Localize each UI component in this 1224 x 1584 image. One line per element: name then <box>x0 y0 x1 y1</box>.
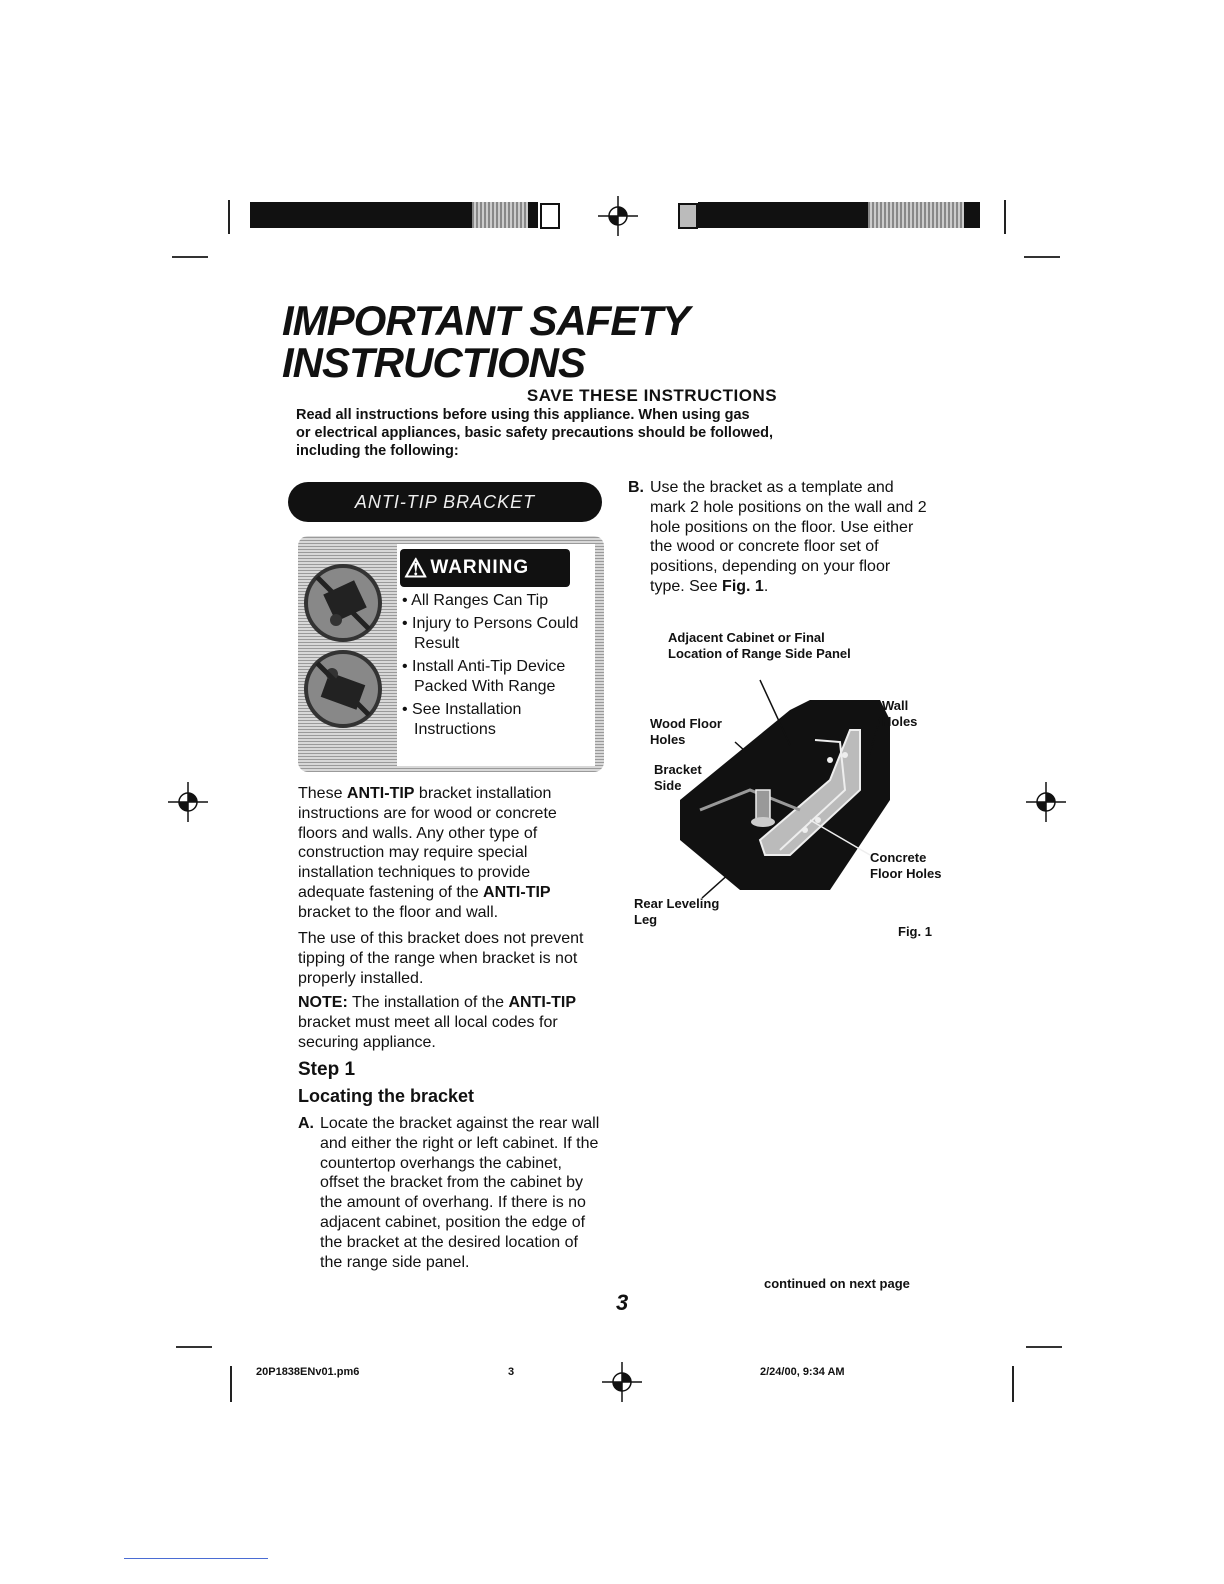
registration-bar-right-grey <box>868 202 964 228</box>
warning-item: • See Installation Instructions <box>402 701 522 738</box>
bottom-rule <box>124 1558 268 1559</box>
registration-bar-right-end <box>964 202 980 228</box>
title-line-1: IMPORTANT SAFETY <box>282 297 690 344</box>
figure-label-cabinet: Adjacent Cabinet or Final Location of Range Side Panel <box>668 630 851 661</box>
anti-tip-bracket-banner: ANTI-TIP BRACKET <box>288 482 602 522</box>
intro-line-3: including the following: <box>296 443 459 459</box>
crop-mark-bottom-right-h <box>1026 1346 1062 1348</box>
registration-bar-right-box <box>678 203 698 229</box>
intro-line-1: Read all instructions before using this appliance. When using gas <box>296 407 750 423</box>
registration-target-bottom-icon <box>602 1362 642 1402</box>
footer-filename: 20P1838ENv01.pm6 <box>256 1366 360 1378</box>
page-number: 3 <box>616 1290 629 1315</box>
registration-target-right-icon <box>1026 782 1066 822</box>
step-b-text: Use the bracket as a template and mark 2 hole positions on the wall and 2 hole positions on the floor. Use either the wood or concrete floor set of positions, depending on your floor type. See Fig. 1. <box>650 479 927 595</box>
step-b <box>628 478 928 597</box>
anti-tip-description: These ANTI-TIP bracket installation instructions are for wood or concrete floors and walls. Any other type of construction may require special installation techniques to provide adequate fastening of the ANTI-TIP bracket to the floor and wall. <box>298 785 557 921</box>
warning-heading <box>400 549 570 587</box>
registration-bar-left-end <box>528 202 538 228</box>
footer-page: 3 <box>508 1366 515 1378</box>
registration-bar-left-grey <box>472 202 528 228</box>
figure-label-rear-leg: Rear Leveling Leg <box>634 896 720 927</box>
crop-mark-top-right <box>1004 200 1006 234</box>
no-tipping-icon <box>302 562 384 644</box>
intro-line-2: or electrical appliances, basic safety precautions should be followed, <box>296 425 774 441</box>
warning-list <box>400 591 596 743</box>
page-title <box>282 297 690 386</box>
step-1-heading: Step 1 <box>298 1059 356 1080</box>
figure-label-wood-holes: Wood Floor Holes <box>650 716 722 747</box>
save-instructions-heading: SAVE THESE INSTRUCTIONS <box>526 386 778 405</box>
bracket-usage-note: The use of this bracket does not prevent tipping of the range when bracket is not properly installed. <box>298 930 584 987</box>
step-1-subheading: Locating the bracket <box>298 1086 475 1106</box>
local-codes-note: NOTE: The installation of the ANTI-TIP bracket must meet all local codes for securing appliance. <box>298 994 577 1051</box>
warning-item: • All Ranges Can Tip <box>402 592 549 609</box>
figure-label-wall-holes: Wall Holes <box>882 698 918 729</box>
warning-item: • Install Anti-Tip Device Packed With Range <box>402 658 566 695</box>
warning-item: • Injury to Persons Could Result <box>402 615 579 652</box>
crop-mark-bottom-left <box>230 1366 232 1402</box>
registration-target-top-icon <box>598 196 638 236</box>
crop-mark-top-left <box>228 200 230 234</box>
step-a-label: A. <box>298 1115 314 1132</box>
registration-bar-right <box>698 202 868 228</box>
crop-mark-bottom-left-h <box>176 1346 212 1348</box>
registration-target-left-icon <box>168 782 208 822</box>
step-a-text: Locate the bracket against the rear wall and either the right or left cabinet. If the countertop overhangs the cabinet, offset the bracket from the cabinet by the amount of overhang. If there is no adjacent cabinet, position the edge of the bracket at the desired location of the range side panel. <box>320 1115 600 1271</box>
registration-bar-left-box <box>540 203 560 229</box>
registration-bar-left <box>250 202 472 228</box>
crop-mark-top-right-h <box>1024 256 1060 258</box>
step-a <box>298 1114 604 1272</box>
warning-triangle-icon: ⚠ <box>404 553 429 583</box>
step-b-label: B. <box>628 479 644 496</box>
crop-mark-top-left-h <box>172 256 208 258</box>
crop-mark-bottom-right <box>1012 1366 1014 1402</box>
figure-caption: Fig. 1 <box>898 924 932 939</box>
warning-heading-text: WARNING <box>430 557 530 578</box>
title-line-2: INSTRUCTIONS <box>282 339 585 386</box>
footer-date: 2/24/00, 9:34 AM <box>760 1366 845 1378</box>
figure-label-concrete: Concrete Floor Holes <box>870 850 942 881</box>
no-climbing-icon <box>302 648 384 730</box>
intro-text <box>296 406 936 460</box>
continued-note: continued on next page <box>764 1276 910 1291</box>
figure-label-bracket-side: Bracket Side <box>654 762 702 793</box>
